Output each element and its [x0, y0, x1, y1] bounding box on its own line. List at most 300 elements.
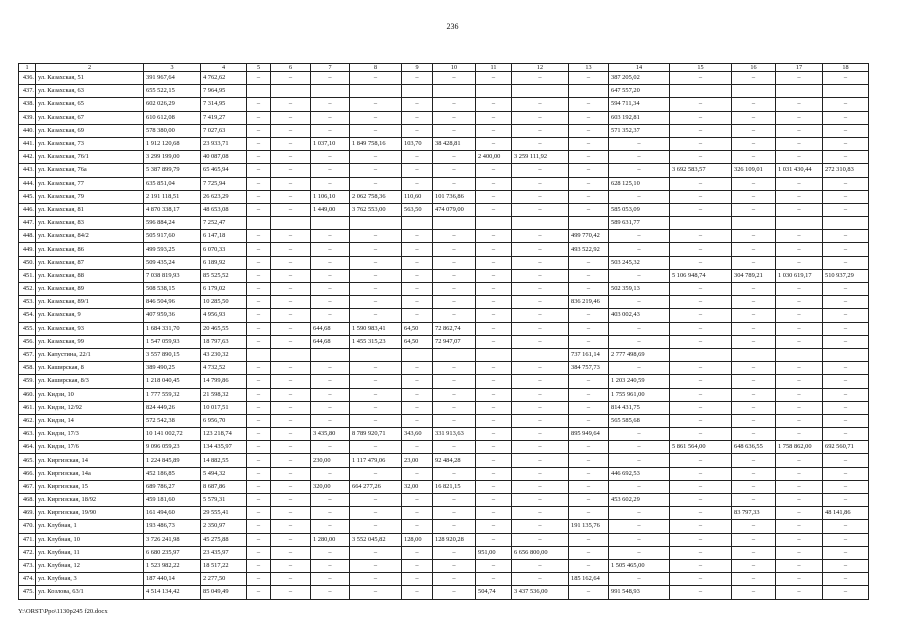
- row-number-cell: 472.: [19, 546, 36, 559]
- value-cell: 1 547 059,93: [144, 335, 201, 348]
- value-cell: 895 949,64: [569, 428, 609, 441]
- value-cell: –: [512, 177, 569, 190]
- value-cell: –: [732, 559, 776, 572]
- value-cell: 1 031 430,44: [776, 164, 823, 177]
- value-cell: –: [402, 283, 433, 296]
- value-cell: –: [402, 375, 433, 388]
- table-row: [19, 586, 869, 599]
- value-cell: –: [271, 480, 311, 493]
- value-cell: 836 219,46: [569, 296, 609, 309]
- value-cell: –: [247, 467, 271, 480]
- value-cell: 3 437 536,00: [512, 586, 569, 599]
- value-cell: –: [512, 441, 569, 454]
- value-cell: [776, 85, 823, 98]
- table-row: [19, 111, 869, 124]
- value-cell: 6 189,92: [201, 256, 247, 269]
- value-cell: –: [271, 269, 311, 282]
- value-cell: –: [402, 573, 433, 586]
- value-cell: –: [402, 230, 433, 243]
- value-cell: –: [776, 401, 823, 414]
- row-number-cell: 452.: [19, 283, 36, 296]
- value-cell: –: [247, 507, 271, 520]
- table-row: [19, 467, 869, 480]
- value-cell: –: [670, 533, 732, 546]
- value-cell: 134 435,97: [201, 441, 247, 454]
- value-cell: –: [569, 388, 609, 401]
- page-number: 236: [446, 22, 459, 31]
- value-cell: 185 162,64: [569, 573, 609, 586]
- value-cell: –: [823, 151, 869, 164]
- value-cell: –: [271, 72, 311, 85]
- value-cell: 644,68: [311, 335, 350, 348]
- value-cell: –: [776, 454, 823, 467]
- value-cell: –: [402, 151, 433, 164]
- value-cell: –: [512, 111, 569, 124]
- value-cell: –: [670, 309, 732, 322]
- value-cell: [512, 85, 569, 98]
- value-cell: –: [476, 72, 512, 85]
- value-cell: –: [776, 388, 823, 401]
- value-cell: –: [823, 137, 869, 150]
- row-number-cell: 443.: [19, 164, 36, 177]
- value-cell: –: [732, 586, 776, 599]
- value-cell: –: [271, 151, 311, 164]
- value-cell: –: [350, 164, 402, 177]
- value-cell: 689 786,27: [144, 480, 201, 493]
- value-cell: –: [776, 203, 823, 216]
- value-cell: 43 230,32: [201, 348, 247, 361]
- value-cell: 1 684 331,70: [144, 322, 201, 335]
- value-cell: –: [823, 124, 869, 137]
- value-cell: –: [247, 441, 271, 454]
- value-cell: –: [670, 230, 732, 243]
- value-cell: –: [512, 454, 569, 467]
- value-cell: 1 280,00: [311, 533, 350, 546]
- value-cell: –: [311, 296, 350, 309]
- value-cell: –: [823, 467, 869, 480]
- value-cell: –: [776, 494, 823, 507]
- value-cell: –: [433, 309, 476, 322]
- value-cell: –: [512, 335, 569, 348]
- value-cell: –: [247, 401, 271, 414]
- value-cell: 384 757,73: [569, 362, 609, 375]
- value-cell: 1 590 983,41: [350, 322, 402, 335]
- value-cell: –: [247, 190, 271, 203]
- value-cell: –: [476, 335, 512, 348]
- value-cell: –: [670, 573, 732, 586]
- column-number-cell: 17: [776, 64, 823, 72]
- value-cell: –: [433, 414, 476, 427]
- value-cell: 2 062 758,36: [350, 190, 402, 203]
- value-cell: –: [350, 362, 402, 375]
- value-cell: –: [732, 546, 776, 559]
- value-cell: –: [247, 283, 271, 296]
- value-cell: –: [823, 111, 869, 124]
- column-number-cell: 15: [670, 64, 732, 72]
- table-row: [19, 217, 869, 230]
- value-cell: –: [311, 230, 350, 243]
- value-cell: –: [776, 151, 823, 164]
- row-number-cell: 471.: [19, 533, 36, 546]
- value-cell: 110,60: [402, 190, 433, 203]
- row-number-cell: 470.: [19, 520, 36, 533]
- value-cell: –: [776, 177, 823, 190]
- value-cell: 589 631,77: [609, 217, 670, 230]
- value-cell: –: [732, 520, 776, 533]
- value-cell: –: [311, 520, 350, 533]
- value-cell: –: [823, 230, 869, 243]
- value-cell: [433, 217, 476, 230]
- value-cell: 505 917,60: [144, 230, 201, 243]
- value-cell: –: [512, 72, 569, 85]
- value-cell: 510 937,29: [823, 269, 869, 282]
- value-cell: –: [476, 507, 512, 520]
- value-cell: 565 585,68: [609, 414, 670, 427]
- value-cell: 7 725,94: [201, 177, 247, 190]
- value-cell: 644,68: [311, 322, 350, 335]
- address-cell: ул. Кидзи, 10: [36, 388, 144, 401]
- value-cell: 48 653,08: [201, 203, 247, 216]
- value-cell: –: [823, 98, 869, 111]
- value-cell: –: [433, 177, 476, 190]
- value-cell: 602 026,29: [144, 98, 201, 111]
- value-cell: –: [569, 269, 609, 282]
- value-cell: 7 419,27: [201, 111, 247, 124]
- value-cell: –: [776, 362, 823, 375]
- value-cell: –: [433, 401, 476, 414]
- value-cell: –: [569, 256, 609, 269]
- value-cell: 1 449,00: [311, 203, 350, 216]
- value-cell: –: [512, 375, 569, 388]
- table-row: [19, 296, 869, 309]
- address-cell: ул. Кидзи, 17/6: [36, 441, 144, 454]
- value-cell: –: [402, 269, 433, 282]
- column-number-cell: 10: [433, 64, 476, 72]
- value-cell: –: [311, 388, 350, 401]
- value-cell: –: [512, 322, 569, 335]
- row-number-cell: 450.: [19, 256, 36, 269]
- value-cell: –: [402, 494, 433, 507]
- address-cell: ул. Клубная, 1: [36, 520, 144, 533]
- value-cell: –: [247, 559, 271, 572]
- address-cell: ул. Казахская, 88: [36, 269, 144, 282]
- value-cell: –: [569, 177, 609, 190]
- table-row: [19, 124, 869, 137]
- value-cell: 10 141 002,72: [144, 428, 201, 441]
- value-cell: –: [670, 190, 732, 203]
- value-cell: –: [512, 124, 569, 137]
- value-cell: 493 522,92: [569, 243, 609, 256]
- value-cell: 72 947,07: [433, 335, 476, 348]
- value-cell: –: [476, 283, 512, 296]
- value-cell: 191 135,76: [569, 520, 609, 533]
- table-row: [19, 85, 869, 98]
- value-cell: –: [271, 309, 311, 322]
- value-cell: –: [476, 190, 512, 203]
- value-cell: –: [670, 151, 732, 164]
- value-cell: –: [569, 98, 609, 111]
- value-cell: 6 656 800,00: [512, 546, 569, 559]
- value-cell: –: [512, 494, 569, 507]
- value-cell: –: [433, 164, 476, 177]
- address-cell: ул. Клубная, 12: [36, 559, 144, 572]
- value-cell: 571 352,37: [609, 124, 670, 137]
- value-cell: –: [776, 559, 823, 572]
- value-cell: –: [247, 177, 271, 190]
- value-cell: –: [732, 401, 776, 414]
- value-cell: –: [402, 72, 433, 85]
- value-cell: 21 598,32: [201, 388, 247, 401]
- value-cell: –: [512, 559, 569, 572]
- value-cell: –: [247, 586, 271, 599]
- value-cell: –: [823, 362, 869, 375]
- value-cell: –: [247, 98, 271, 111]
- value-cell: –: [271, 256, 311, 269]
- value-cell: –: [311, 111, 350, 124]
- value-cell: –: [732, 151, 776, 164]
- value-cell: 692 560,71: [823, 441, 869, 454]
- value-cell: –: [512, 243, 569, 256]
- value-cell: –: [776, 309, 823, 322]
- address-cell: ул. Клубная, 3: [36, 573, 144, 586]
- value-cell: –: [402, 256, 433, 269]
- value-cell: –: [776, 243, 823, 256]
- value-cell: –: [823, 414, 869, 427]
- value-cell: [402, 217, 433, 230]
- value-cell: 563,50: [402, 203, 433, 216]
- value-cell: –: [476, 480, 512, 493]
- value-cell: –: [569, 111, 609, 124]
- value-cell: –: [350, 573, 402, 586]
- value-cell: 331 913,63: [433, 428, 476, 441]
- value-cell: 499 593,25: [144, 243, 201, 256]
- value-cell: –: [311, 414, 350, 427]
- value-cell: –: [311, 546, 350, 559]
- value-cell: –: [823, 256, 869, 269]
- address-cell: ул. Казахская, 63: [36, 85, 144, 98]
- row-number-cell: 459.: [19, 375, 36, 388]
- value-cell: –: [247, 573, 271, 586]
- value-cell: 737 161,14: [569, 348, 609, 361]
- value-cell: –: [433, 507, 476, 520]
- value-cell: –: [512, 269, 569, 282]
- row-number-cell: 441.: [19, 137, 36, 150]
- value-cell: –: [732, 454, 776, 467]
- value-cell: 635 851,04: [144, 177, 201, 190]
- value-cell: –: [247, 480, 271, 493]
- value-cell: [350, 348, 402, 361]
- table-row: [19, 559, 869, 572]
- value-cell: 596 884,24: [144, 217, 201, 230]
- row-number-cell: 436.: [19, 72, 36, 85]
- value-cell: –: [247, 362, 271, 375]
- value-cell: 64,50: [402, 335, 433, 348]
- value-cell: –: [247, 309, 271, 322]
- value-cell: –: [247, 322, 271, 335]
- value-cell: –: [512, 203, 569, 216]
- value-cell: –: [271, 322, 311, 335]
- value-cell: –: [271, 111, 311, 124]
- value-cell: –: [569, 467, 609, 480]
- footer-file-path: Y:\ORST\Ppo\1130p245 f20.docx: [18, 608, 108, 615]
- value-cell: –: [823, 573, 869, 586]
- value-cell: –: [732, 494, 776, 507]
- value-cell: –: [609, 335, 670, 348]
- value-cell: 387 205,02: [609, 72, 670, 85]
- value-cell: –: [609, 230, 670, 243]
- value-cell: 2 191 118,51: [144, 190, 201, 203]
- value-cell: –: [776, 190, 823, 203]
- table-row: [19, 454, 869, 467]
- value-cell: –: [350, 98, 402, 111]
- table-row: [19, 243, 869, 256]
- value-cell: 4 762,62: [201, 72, 247, 85]
- value-cell: –: [311, 124, 350, 137]
- value-cell: –: [569, 533, 609, 546]
- value-cell: –: [609, 190, 670, 203]
- value-cell: –: [823, 520, 869, 533]
- value-cell: –: [776, 111, 823, 124]
- value-cell: –: [732, 573, 776, 586]
- value-cell: –: [350, 177, 402, 190]
- row-number-cell: 454.: [19, 309, 36, 322]
- value-cell: 5 861 564,00: [670, 441, 732, 454]
- value-cell: [670, 348, 732, 361]
- value-cell: –: [476, 401, 512, 414]
- value-cell: 504,74: [476, 586, 512, 599]
- value-cell: –: [776, 480, 823, 493]
- value-cell: 7 027,63: [201, 124, 247, 137]
- value-cell: 1 849 758,16: [350, 137, 402, 150]
- value-cell: 610 612,08: [144, 111, 201, 124]
- value-cell: 594 711,34: [609, 98, 670, 111]
- value-cell: –: [350, 72, 402, 85]
- table-row: [19, 151, 869, 164]
- value-cell: –: [247, 520, 271, 533]
- value-cell: –: [271, 533, 311, 546]
- value-cell: –: [670, 401, 732, 414]
- row-number-cell: 444.: [19, 177, 36, 190]
- value-cell: –: [732, 256, 776, 269]
- value-cell: –: [350, 494, 402, 507]
- value-cell: [271, 348, 311, 361]
- row-number-cell: 456.: [19, 335, 36, 348]
- value-cell: –: [402, 309, 433, 322]
- value-cell: –: [350, 256, 402, 269]
- value-cell: –: [776, 546, 823, 559]
- address-cell: ул. Киргизская, 14а: [36, 467, 144, 480]
- value-cell: –: [732, 243, 776, 256]
- value-cell: –: [476, 124, 512, 137]
- value-cell: –: [776, 322, 823, 335]
- value-cell: –: [402, 98, 433, 111]
- value-cell: –: [476, 296, 512, 309]
- column-number-cell: 18: [823, 64, 869, 72]
- value-cell: –: [732, 428, 776, 441]
- value-cell: –: [512, 414, 569, 427]
- value-cell: 72 862,74: [433, 322, 476, 335]
- row-number-cell: 475.: [19, 586, 36, 599]
- value-cell: 161 494,60: [144, 507, 201, 520]
- row-number-cell: 469.: [19, 507, 36, 520]
- row-number-cell: 446.: [19, 203, 36, 216]
- value-cell: –: [433, 494, 476, 507]
- value-cell: –: [350, 243, 402, 256]
- value-cell: –: [433, 256, 476, 269]
- value-cell: 38 428,81: [433, 137, 476, 150]
- value-cell: –: [732, 177, 776, 190]
- value-cell: –: [271, 243, 311, 256]
- value-cell: 14 882,55: [201, 454, 247, 467]
- value-cell: [732, 85, 776, 98]
- row-number-cell: 461.: [19, 401, 36, 414]
- row-number-cell: 447.: [19, 217, 36, 230]
- value-cell: –: [569, 164, 609, 177]
- row-number-cell: 473.: [19, 559, 36, 572]
- value-cell: 23 435,97: [201, 546, 247, 559]
- value-cell: 48 141,86: [823, 507, 869, 520]
- value-cell: 1 523 982,22: [144, 559, 201, 572]
- value-cell: [311, 348, 350, 361]
- table-row: [19, 335, 869, 348]
- value-cell: –: [569, 335, 609, 348]
- value-cell: 391 967,64: [144, 72, 201, 85]
- value-cell: 4 732,52: [201, 362, 247, 375]
- value-cell: –: [823, 296, 869, 309]
- value-cell: 32,00: [402, 480, 433, 493]
- value-cell: 1 505 465,00: [609, 559, 670, 572]
- value-cell: 8 687,86: [201, 480, 247, 493]
- value-cell: –: [670, 137, 732, 150]
- value-cell: –: [402, 388, 433, 401]
- value-cell: 5 106 948,74: [670, 269, 732, 282]
- value-cell: 2 400,00: [476, 151, 512, 164]
- address-cell: ул. Клубная, 10: [36, 533, 144, 546]
- value-cell: –: [609, 428, 670, 441]
- value-cell: 64,50: [402, 322, 433, 335]
- value-cell: –: [402, 401, 433, 414]
- value-cell: –: [247, 533, 271, 546]
- value-cell: –: [271, 401, 311, 414]
- address-cell: ул. Казахская, 69: [36, 124, 144, 137]
- value-cell: 585 053,09: [609, 203, 670, 216]
- address-cell: ул. Капустина, 22/1: [36, 348, 144, 361]
- value-cell: [670, 217, 732, 230]
- address-cell: ул. Киргизская, 19/90: [36, 507, 144, 520]
- value-cell: [512, 348, 569, 361]
- value-cell: 1 037,10: [311, 137, 350, 150]
- value-cell: –: [271, 283, 311, 296]
- value-cell: –: [609, 269, 670, 282]
- table-row: [19, 309, 869, 322]
- value-cell: –: [670, 111, 732, 124]
- value-cell: –: [476, 111, 512, 124]
- value-cell: –: [247, 388, 271, 401]
- value-cell: 474 079,00: [433, 203, 476, 216]
- value-cell: –: [476, 494, 512, 507]
- value-cell: 1 030 619,17: [776, 269, 823, 282]
- value-cell: –: [271, 467, 311, 480]
- value-cell: –: [569, 322, 609, 335]
- value-cell: 1 106,10: [311, 190, 350, 203]
- value-cell: –: [311, 467, 350, 480]
- value-cell: –: [247, 72, 271, 85]
- value-cell: 655 522,15: [144, 85, 201, 98]
- value-cell: 628 125,10: [609, 177, 670, 190]
- value-cell: –: [271, 546, 311, 559]
- value-cell: –: [512, 164, 569, 177]
- value-cell: –: [350, 269, 402, 282]
